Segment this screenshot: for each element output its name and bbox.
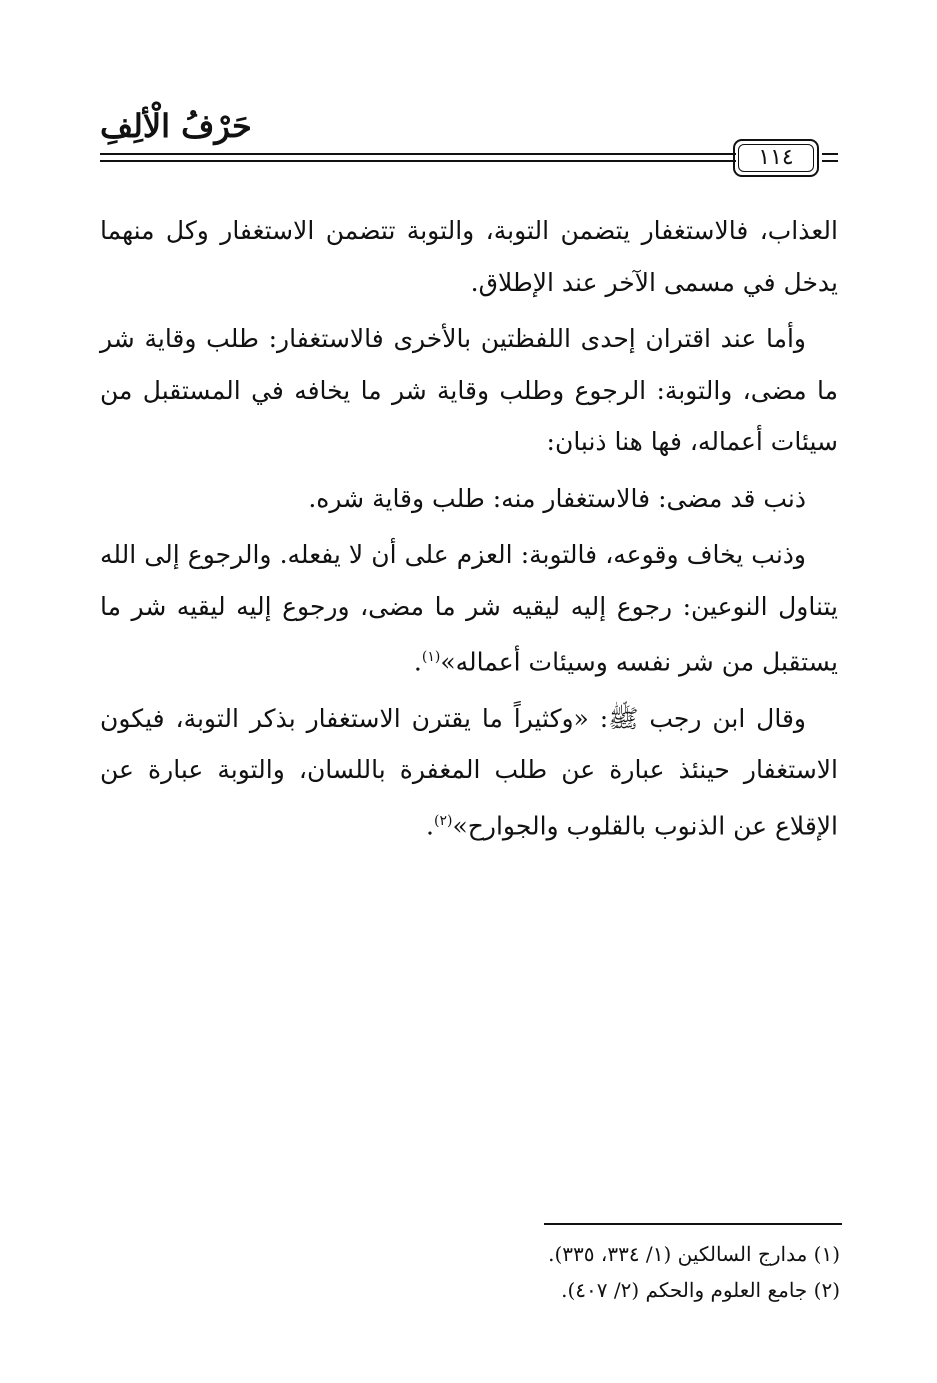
body-text bbox=[100, 205, 838, 857]
footnote: (٢) جامع العلوم والحكم (٢/ ٤٠٧). bbox=[561, 1278, 840, 1302]
footnote-separator bbox=[544, 1223, 842, 1225]
chapter-title: حَرْفُ الْألِفِ bbox=[100, 107, 252, 145]
header-end-mark-bottom bbox=[822, 160, 838, 162]
paragraph: وأما عند اقتران إحدى اللفظتين بالأخرى فالاستغفار: طلب وقاية شر ما مضى، والتوبة: الرجوع وطلب وقاية شر ما يخافه في المستقبل من سيئات أعماله، فها هنا ذنبان: bbox=[100, 324, 838, 456]
paragraph-text: وذنب يخاف وقوعه، فالتوبة: العزم على أن لا يفعله. والرجوع إلى الله يتناول النوعين: رجوع إليه ليقيه شر ما مضى، ورجوع إليه ليقيه شر ما يستقبل من شر نفسه وسيئات أعماله» bbox=[100, 540, 838, 677]
paragraph bbox=[100, 529, 838, 688]
header-end-mark-top bbox=[822, 153, 838, 155]
page-number: ١١٤ bbox=[738, 144, 814, 172]
footnote-ref: (١) bbox=[421, 649, 441, 665]
paragraph bbox=[100, 693, 838, 852]
end-mark: . bbox=[426, 811, 434, 841]
footnote-ref: (٢) bbox=[434, 812, 453, 829]
footnote: (١) مدارج السالكين (١/ ٣٣٤، ٣٣٥). bbox=[548, 1242, 840, 1266]
header-rule-top bbox=[100, 153, 736, 155]
end-mark: . bbox=[413, 647, 422, 677]
paragraph: العذاب، فالاستغفار يتضمن التوبة، والتوبة تتضمن الاستغفار وكل منهما يدخل في مسمى الآخر عند الإطلاق. bbox=[100, 216, 838, 297]
header-rule-bottom bbox=[100, 160, 736, 162]
page-number-box bbox=[733, 139, 819, 177]
footnotes bbox=[100, 1236, 840, 1308]
paragraph-text: وقال ابن رجب ﷺ: «وكثيراً ما يقترن الاستغفار بذكر التوبة، فيكون الاستغفار حينئذ عبارة عن طلب المغفرة باللسان، والتوبة عبارة عن الإقلاع عن الذنوب بالقلوب والجوارح» bbox=[100, 703, 838, 841]
paragraph: ذنب قد مضى: فالاستغفار منه: طلب وقاية شره. bbox=[308, 483, 806, 513]
